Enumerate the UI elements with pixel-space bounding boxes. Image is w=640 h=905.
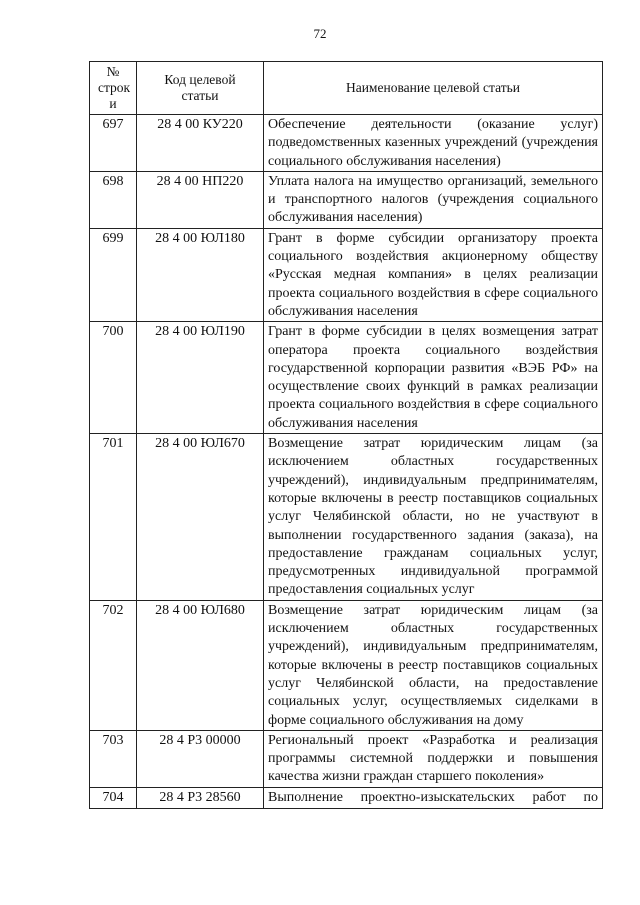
target-code: 28 4 00 ЮЛ670 — [137, 434, 264, 601]
row-number: 702 — [90, 600, 137, 730]
target-name: Обеспечение деятельности (оказание услуг) подведомственных казенных учреждений (учреждения социального обслуживания населения) — [264, 115, 603, 172]
row-number: 698 — [90, 171, 137, 228]
table-row — [90, 730, 603, 787]
header-name: Наименование целевой статьи — [264, 62, 603, 115]
target-name: Возмещение затрат юридическим лицам (за исключением областных государственных учреждений), индивидуальным предпринимателям, которые включены в реестр поставщиков социальных услуг Челябинской области, на предоставление социальных услуг, осуществляемых сиделками в форме социального обслуживания на дому — [264, 600, 603, 730]
target-code: 28 4 00 ЮЛ680 — [137, 600, 264, 730]
target-name: Региональный проект «Разработка и реализация программы системной поддержки и повышения качества жизни граждан старшего поколения» — [264, 730, 603, 787]
page-number: 72 — [313, 26, 327, 41]
table-row — [90, 434, 603, 601]
target-code: 28 4 00 ЮЛ190 — [137, 322, 264, 434]
table-row — [90, 171, 603, 228]
row-number: 697 — [90, 115, 137, 172]
table-row — [90, 228, 603, 321]
table-row — [90, 115, 603, 172]
target-name: Грант в форме субсидии организатору проекта социального воздействия акционерному обществу «Русская медная компания» в целях реализации проекта социального воздействия в сфере социального обслуживания населения — [264, 228, 603, 321]
target-code: 28 4 00 ЮЛ180 — [137, 228, 264, 321]
table-row — [90, 787, 603, 808]
header-code — [137, 62, 264, 115]
row-number: 699 — [90, 228, 137, 321]
header-row-number-text: № строк и — [98, 64, 131, 111]
target-name: Выполнение проектно-изыскательских работ по — [264, 787, 603, 808]
table-row — [90, 322, 603, 434]
target-name: Грант в форме субсидии в целях возмещения затрат оператора проекта социального воздействия государственной корпорации развития «ВЭБ РФ» на осуществление своих функций в рамках реализации проекта социального воздействия в сфере социального обслуживания населения — [264, 322, 603, 434]
header-row-number — [90, 62, 137, 115]
target-name: Возмещение затрат юридическим лицам (за исключением областных государственных учреждений), индивидуальным предпринимателям, которые включены в реестр поставщиков социальных услуг Челябинской области, но не участвуют в выполнении государственного задания (заказа), на предоставление гражданам социальных услуг, предусмотренных индивидуальной программой предоставления социальных услуг — [264, 434, 603, 601]
target-code: 28 4 Р3 00000 — [137, 730, 264, 787]
target-name: Уплата налога на имущество организаций, земельного и транспортного налогов (учреждения социального обслуживания населения) — [264, 171, 603, 228]
row-number: 703 — [90, 730, 137, 787]
header-code-text: Код целевой статьи — [164, 72, 236, 103]
target-code: 28 4 00 КУ220 — [137, 115, 264, 172]
target-code: 28 4 00 НП220 — [137, 171, 264, 228]
row-number: 704 — [90, 787, 137, 808]
row-number: 700 — [90, 322, 137, 434]
table-header-row — [90, 62, 603, 115]
target-articles-table — [89, 61, 603, 809]
target-code: 28 4 Р3 28560 — [137, 787, 264, 808]
row-number: 701 — [90, 434, 137, 601]
table-row — [90, 600, 603, 730]
